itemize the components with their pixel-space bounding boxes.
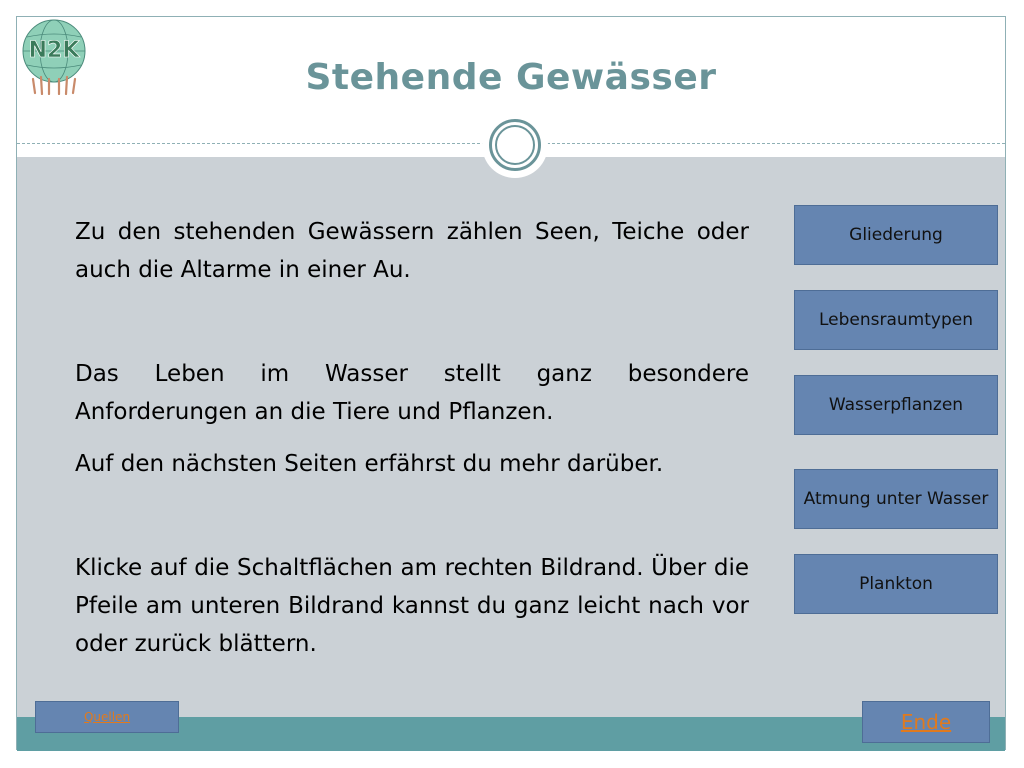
instructions-paragraph: Klicke auf die Schaltflächen am rechten Bildrand. Über die Pfeile am unteren Bildrand kannst du ganz leicht nach vor oder zurück blättern. [75, 555, 749, 657]
ende-button[interactable] [862, 701, 990, 743]
life-in-water-paragraph: Das Leben im Wasser stellt ganz besondere Anforderungen an die Tiere und Pflanzen. [75, 361, 749, 425]
svg-text:N2K: N2K [28, 38, 80, 63]
nav-button-gliederung[interactable]: Gliederung [794, 205, 998, 265]
next-pages-paragraph: Auf den nächsten Seiten erfährst du mehr darüber. [75, 451, 664, 477]
quellen-button[interactable] [35, 701, 179, 733]
ende-link[interactable]: Ende [900, 710, 952, 734]
ornament-inner-ring [495, 125, 535, 165]
nav-button-lebensraumtypen[interactable]: Lebensraumtypen [794, 290, 998, 350]
nav-button-atmung-unter-wasser[interactable]: Atmung unter Wasser [794, 469, 998, 529]
nav-button-plankton[interactable]: Plankton [794, 554, 998, 614]
page-title: Stehende Gewässer [305, 57, 717, 98]
slide-frame [16, 16, 1006, 750]
nav-button-wasserpflanzen[interactable]: Wasserpflanzen [794, 375, 998, 435]
quellen-link[interactable]: Quellen [83, 710, 131, 724]
intro-paragraph: Zu den stehenden Gewässern zählen Seen, Teiche oder auch die Altarme in einer Au. [75, 219, 749, 283]
